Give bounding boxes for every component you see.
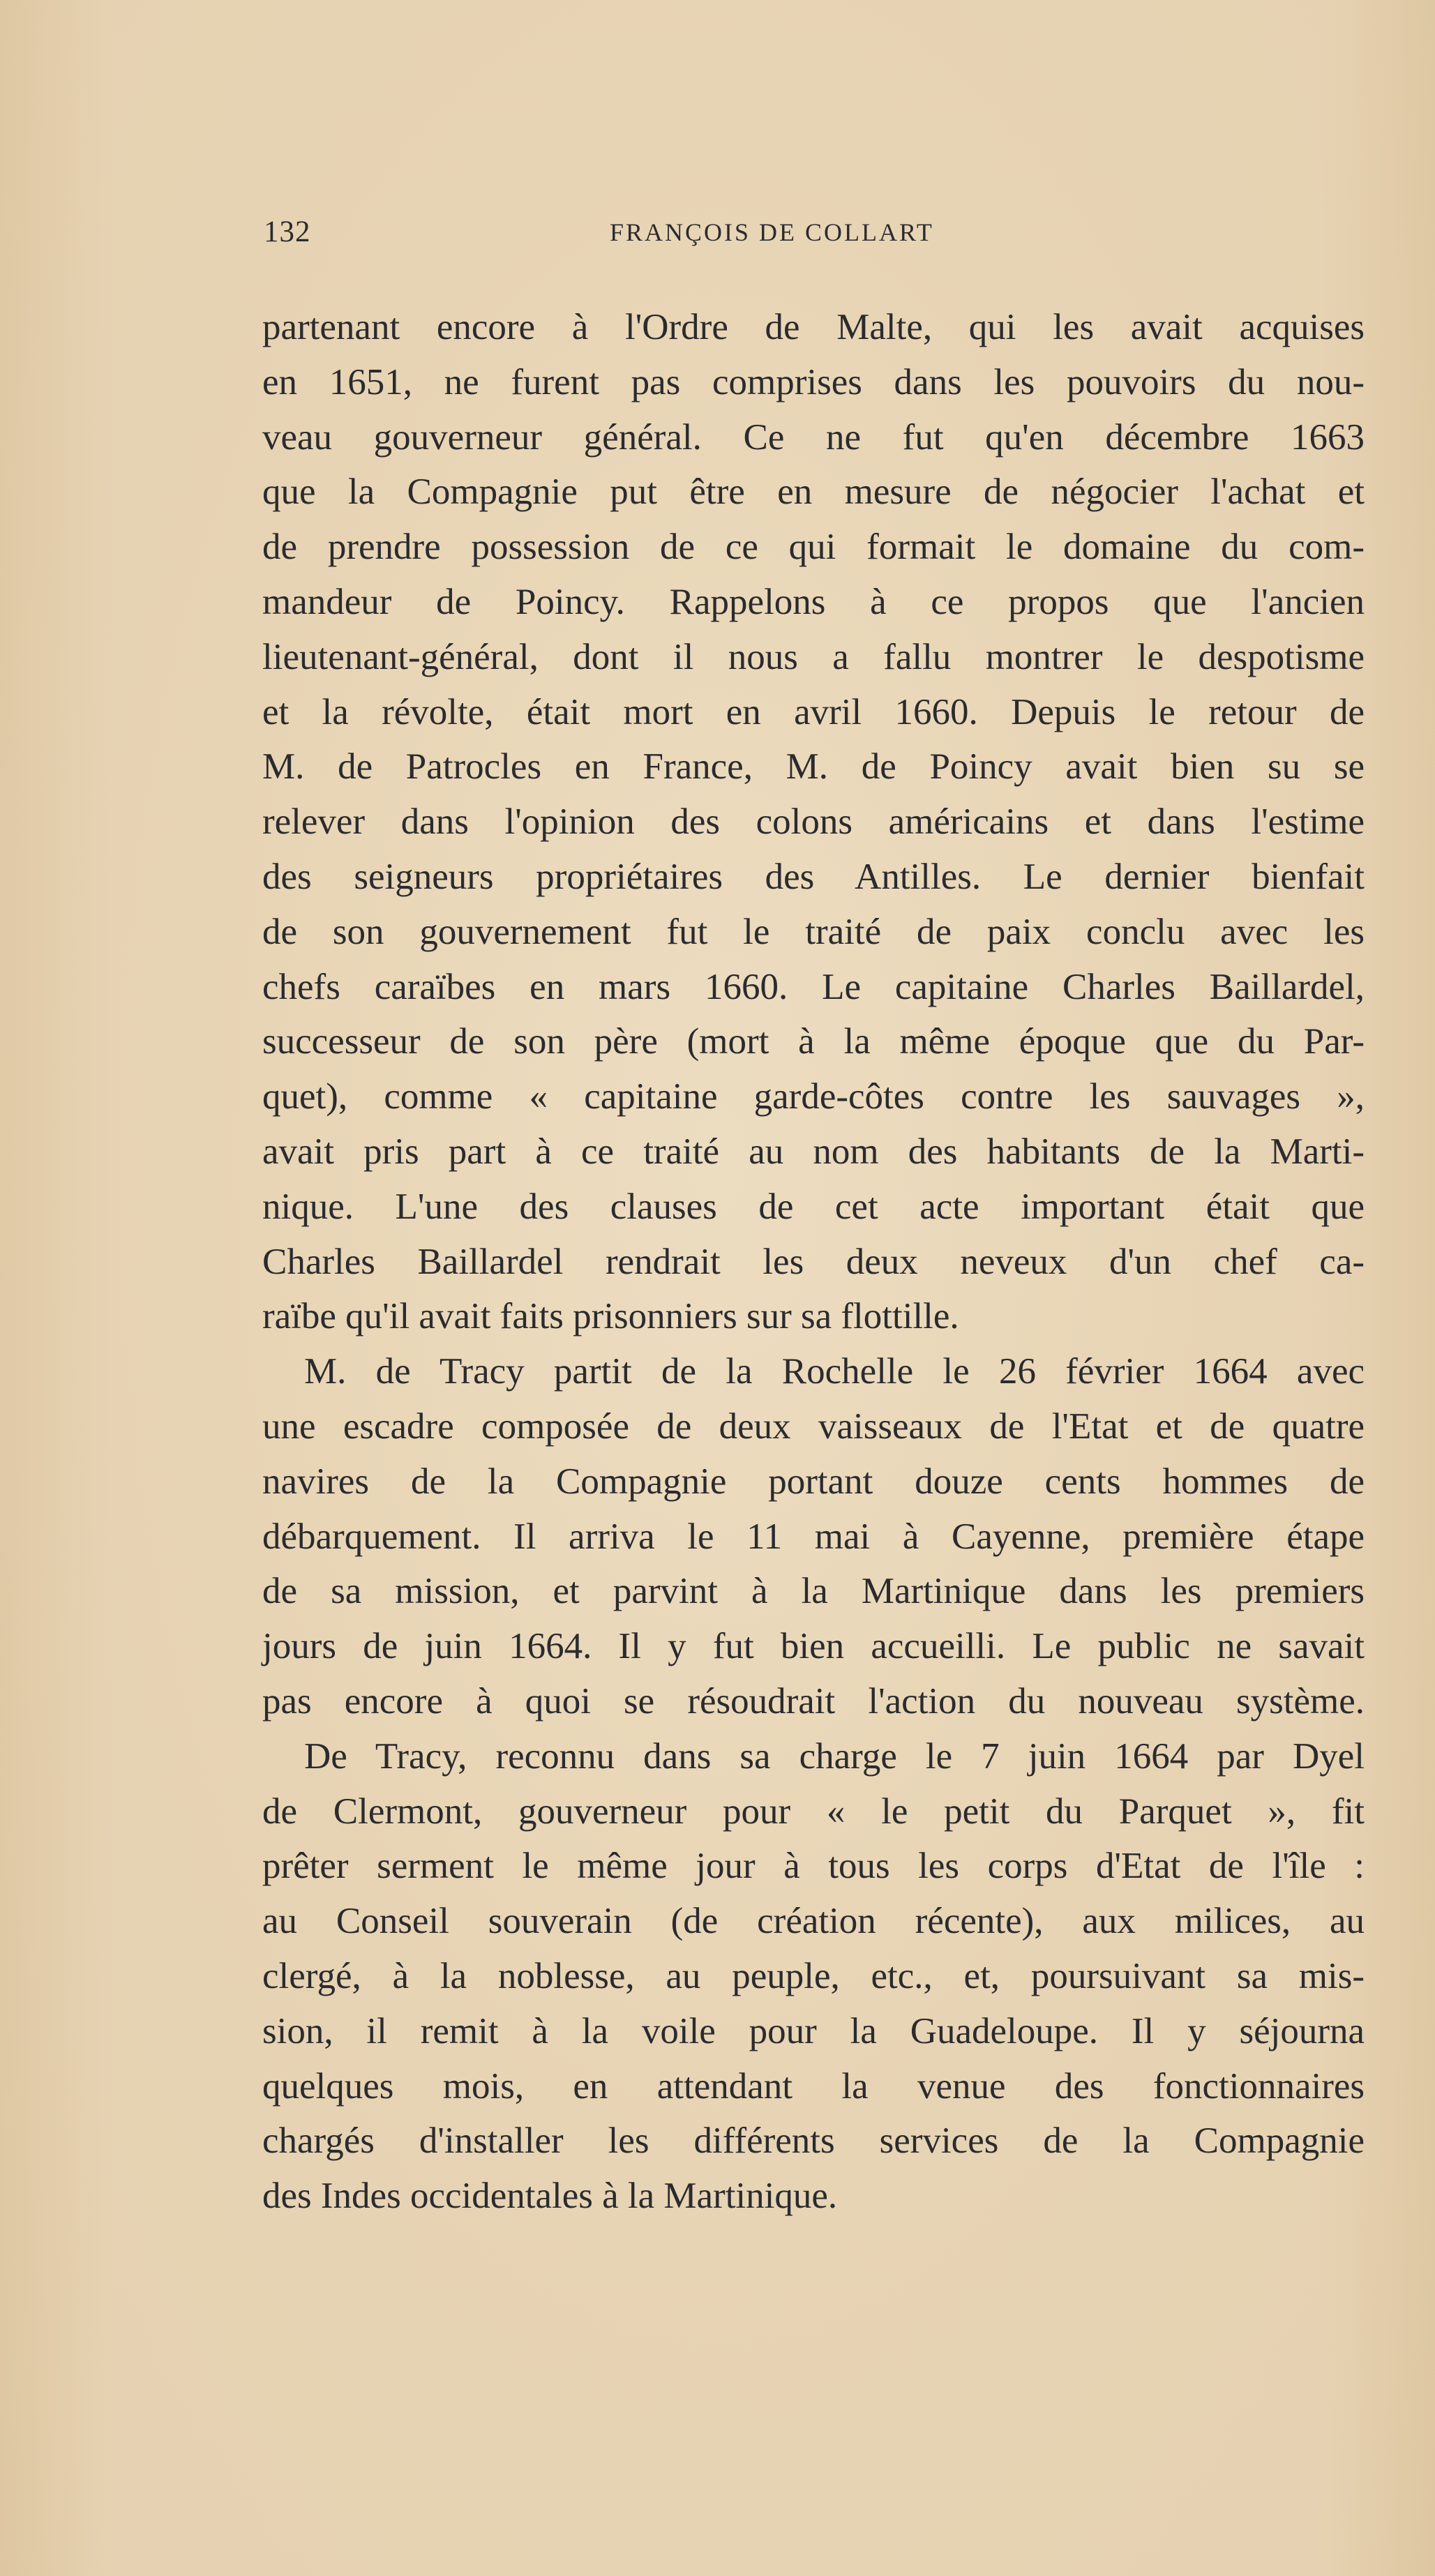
body-text xyxy=(262,300,1365,2224)
text-line: quet), comme « capitaine garde-côtes contre les sauvages », xyxy=(262,1076,1365,1117)
text-line: relever dans l'opinion des colons américains et dans l'estime xyxy=(262,801,1365,843)
text-line: chefs caraïbes en mars 1660. Le capitaine Charles Baillardel, xyxy=(262,966,1365,1007)
text-line: avait pris part à ce traité au nom des habitants de la Marti- xyxy=(262,1131,1365,1172)
text-line: quelques mois, en attendant la venue des fonctionnaires xyxy=(262,2065,1365,2107)
text-line: M. de Patrocles en France, M. de Poincy avait bien su se xyxy=(262,746,1365,788)
text-line: en 1651, ne furent pas comprises dans les pouvoirs du nou- xyxy=(262,361,1365,402)
text-line: mandeur de Poincy. Rappelons à ce propos que l'ancien xyxy=(262,581,1365,622)
text-line: de Clermont, gouverneur pour « le petit du Parquet », fit xyxy=(262,1791,1365,1832)
text-line: des seigneurs propriétaires des Antilles. Le dernier bienfait xyxy=(262,856,1365,897)
text-line: Charles Baillardel rendrait les deux neveux d'un chef ca- xyxy=(262,1241,1365,1282)
text-line: lieutenant-général, dont il nous a fallu montrer le despotisme xyxy=(262,636,1365,677)
text-line: et la révolte, était mort en avril 1660. Depuis le retour de xyxy=(262,691,1365,732)
text-line: navires de la Compagnie portant douze cents hommes de xyxy=(262,1461,1365,1502)
text-line: de son gouvernement fut le traité de paix conclu avec les xyxy=(262,911,1365,952)
text-line: successeur de son père (mort à la même époque que du Par- xyxy=(262,1021,1365,1062)
text-line: pas encore à quoi se résoudrait l'action du nouveau système. xyxy=(262,1680,1365,1722)
text-line: prêter serment le même jour à tous les corps d'Etat de l'île : xyxy=(262,1846,1365,1887)
text-line: de prendre possession de ce qui formait le domaine du com- xyxy=(262,527,1365,568)
text-line: une escadre composée de deux vaisseaux de l'Etat et de quatre xyxy=(262,1406,1365,1447)
text-line: clergé, à la noblesse, au peuple, etc., et, poursuivant sa mis- xyxy=(262,1955,1365,1996)
running-head xyxy=(264,215,1003,257)
text-line: veau gouverneur général. Ce ne fut qu'en décembre 1663 xyxy=(262,416,1365,458)
page-number: 132 xyxy=(264,216,311,248)
text-line: nique. L'une des clauses de cet acte important était que xyxy=(262,1186,1365,1227)
text-line: De Tracy, reconnu dans sa charge le 7 juin 1664 par Dyel xyxy=(304,1735,1365,1777)
text-line: M. de Tracy partit de la Rochelle le 26 février 1664 avec xyxy=(304,1351,1365,1392)
text-line: chargés d'installer les différents services de la Compagnie xyxy=(262,2121,1365,2162)
text-line: de sa mission, et parvint à la Martinique dans les premiers xyxy=(262,1571,1365,1612)
text-line: au Conseil souverain (de création récente), aux milices, au xyxy=(262,1901,1365,1942)
text-line: raïbe qu'il avait faits prisonniers sur sa flottille. xyxy=(262,1296,959,1337)
text-line: sion, il remit à la voile pour la Guadeloupe. Il y séjourna xyxy=(262,2010,1365,2051)
text-line: des Indes occidentales à la Martinique. xyxy=(262,2176,838,2217)
text-line: jours de juin 1664. Il y fut bien accueilli. Le public ne savait xyxy=(262,1626,1365,1667)
text-line: partenant encore à l'Ordre de Malte, qui les avait acquises xyxy=(262,307,1365,347)
text-line: débarquement. Il arriva le 11 mai à Cayenne, première étape xyxy=(262,1516,1365,1557)
running-title: FRANÇOIS DE COLLART xyxy=(610,218,934,246)
text-line: que la Compagnie put être en mesure de négocier l'achat et xyxy=(262,472,1365,513)
